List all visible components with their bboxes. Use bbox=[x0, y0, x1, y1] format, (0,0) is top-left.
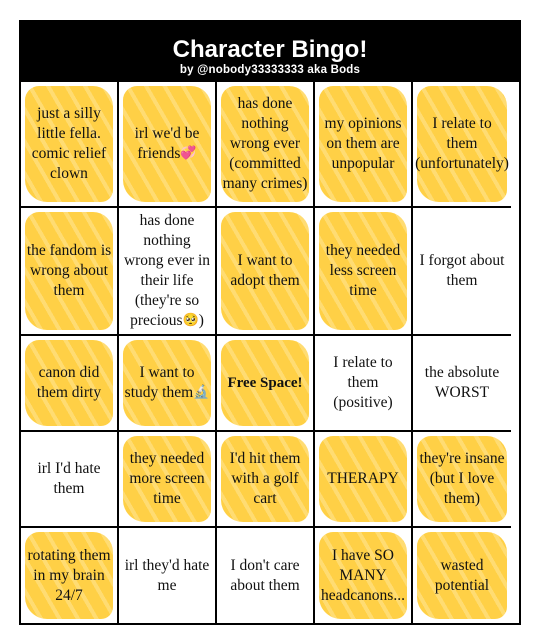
bingo-cell-label: I'd hit them with a golf cart bbox=[229, 450, 301, 507]
bingo-cell-label: rotating them in my brain 24/7 bbox=[27, 546, 111, 604]
bingo-card bbox=[19, 20, 521, 625]
bingo-header bbox=[21, 22, 519, 82]
bingo-cell[interactable] bbox=[119, 82, 217, 208]
bingo-cell-label: wasted potential bbox=[434, 556, 490, 594]
bingo-cell[interactable] bbox=[21, 208, 119, 336]
bingo-cell-label: I want to adopt them bbox=[230, 252, 300, 289]
bingo-cell-label: THERAPY bbox=[327, 470, 399, 487]
bingo-cell-label: they're insane (but I love them) bbox=[419, 450, 505, 507]
bingo-cell[interactable] bbox=[413, 432, 511, 528]
bingo-cell[interactable] bbox=[217, 336, 315, 432]
bingo-grid bbox=[21, 82, 519, 623]
bingo-cell[interactable] bbox=[217, 432, 315, 528]
bingo-cell-label: my opinions on them are unpopular bbox=[324, 115, 402, 172]
bingo-cell[interactable] bbox=[21, 528, 119, 623]
bingo-cell[interactable] bbox=[315, 82, 413, 208]
bingo-cell-label: I relate to them (positive) bbox=[333, 354, 393, 411]
bingo-cell[interactable] bbox=[315, 208, 413, 336]
bingo-cell-label: just a silly little fella. comic relief clown bbox=[31, 105, 107, 182]
bingo-cell-label: the fandom is wrong about them bbox=[26, 242, 112, 299]
bingo-cell[interactable] bbox=[21, 432, 119, 528]
bingo-cell-label: irl we'd be friends bbox=[134, 124, 200, 162]
bingo-cell[interactable] bbox=[315, 336, 413, 432]
bingo-cell-label: I have SO MANY headcanons... bbox=[321, 546, 405, 604]
bingo-cell[interactable] bbox=[217, 82, 315, 208]
bingo-cell[interactable] bbox=[217, 208, 315, 336]
bingo-cell[interactable] bbox=[413, 336, 511, 432]
microscope-icon: 🔬 bbox=[193, 385, 210, 401]
bingo-cell-label: Free Space! bbox=[227, 375, 303, 391]
bingo-cell[interactable] bbox=[21, 82, 119, 208]
bingo-cell[interactable] bbox=[21, 336, 119, 432]
bingo-cell-label: I want to study them bbox=[124, 363, 195, 401]
bingo-cell-label: I forgot about them bbox=[419, 252, 505, 289]
bingo-cell-label: I don't care about them bbox=[230, 556, 300, 594]
bingo-cell[interactable] bbox=[119, 528, 217, 623]
bingo-cell[interactable] bbox=[217, 528, 315, 623]
bingo-cell[interactable] bbox=[119, 432, 217, 528]
bingo-cell[interactable] bbox=[413, 528, 511, 623]
bingo-subtitle: by @nobody33333333 aka Bods bbox=[179, 64, 361, 76]
bingo-cell-label: irl I'd hate them bbox=[37, 460, 101, 497]
bingo-cell[interactable] bbox=[315, 528, 413, 623]
bingo-cell[interactable] bbox=[119, 208, 217, 336]
bingo-cell-label: the absolute WORST bbox=[424, 364, 500, 401]
pleading-face-icon: 🥺 bbox=[182, 313, 199, 329]
bingo-cell[interactable] bbox=[413, 208, 511, 336]
bingo-cell-label: they needed more screen time bbox=[129, 450, 205, 507]
bingo-cell[interactable] bbox=[413, 82, 511, 208]
bingo-cell-label: irl they'd hate me bbox=[124, 556, 210, 594]
bingo-cell-label: canon did them dirty bbox=[36, 364, 102, 401]
bingo-cell-suffix: ) bbox=[198, 311, 204, 329]
bingo-cell-label: they needed less screen time bbox=[325, 242, 401, 299]
bingo-cell-label: has done nothing wrong ever in their life (they're so precious bbox=[123, 211, 211, 329]
bingo-cell[interactable] bbox=[315, 432, 413, 528]
bingo-title: Character Bingo! bbox=[172, 36, 368, 63]
bingo-cell[interactable] bbox=[119, 336, 217, 432]
bingo-cell-label: has done nothing wrong ever (committed many crimes) bbox=[222, 95, 308, 192]
hearts-icon: 💞 bbox=[180, 146, 197, 162]
bingo-cell-label: I relate to them (unfortunately) bbox=[415, 115, 509, 172]
